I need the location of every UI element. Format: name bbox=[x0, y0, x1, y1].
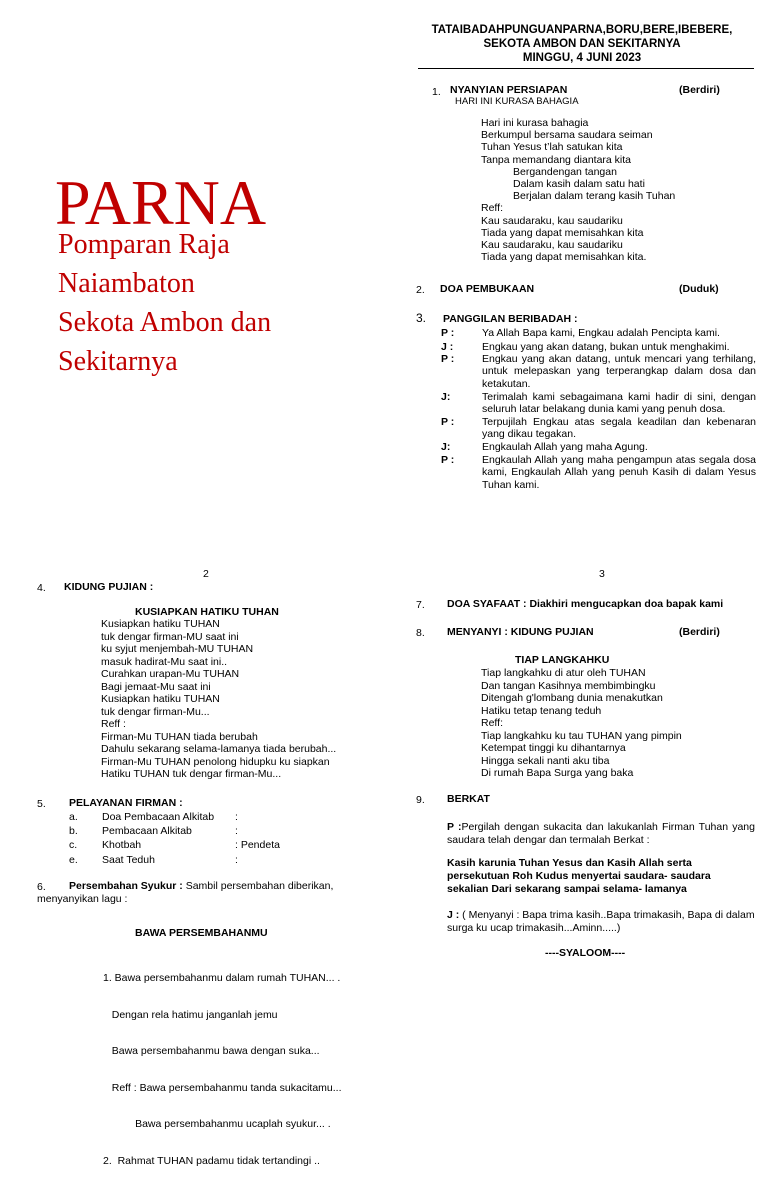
section-8-song-title: TIAP LANGKAHKU bbox=[515, 654, 610, 666]
lyric-line: 2. Rahmat TUHAN padamu tidak tertandingi .. bbox=[103, 1154, 320, 1167]
lyric-line: Berjalan dalam terang kasih Tuhan bbox=[513, 190, 676, 203]
congregation-text: ( Menyanyi : Bapa trima kasih..Bapa trimakasih, Bapa di dalam surga ku ucap trimakasih...Aminn.....) bbox=[447, 909, 755, 934]
lyric-line: Dahulu sekarang selama-lamanya tiada berubah... bbox=[101, 743, 337, 755]
section-6-title: Persembahan Syukur : bbox=[69, 880, 183, 892]
item-value: : bbox=[235, 854, 238, 866]
section-6-number: 6. bbox=[37, 881, 46, 893]
item-letter: e. bbox=[69, 854, 78, 866]
closing-syaloom: ----SYALOOM---- bbox=[545, 947, 626, 959]
pastor-label: P : bbox=[447, 821, 462, 833]
item-letter: a. bbox=[69, 811, 78, 823]
page-number-left: 2 bbox=[203, 568, 209, 580]
section-4-lyrics bbox=[101, 618, 336, 781]
liturgy-speaker: J : bbox=[441, 341, 454, 353]
section-2-note: (Duduk) bbox=[679, 283, 719, 295]
liturgy-text: Engkau yang akan datang, bukan untuk menghakimi. bbox=[482, 341, 730, 353]
lyric-line: Tiada yang dapat memisahkan kita bbox=[481, 226, 644, 239]
lyric-line: Kusiapkan hatiku TUHAN bbox=[101, 618, 220, 630]
page-number-right: 3 bbox=[599, 568, 605, 580]
section-9-congregation-text bbox=[447, 909, 755, 935]
section-5-title: PELAYANAN FIRMAN : bbox=[69, 797, 183, 809]
section-7-title: DOA SYAFAAT : Diakhiri mengucapkan doa bapak kami bbox=[447, 598, 724, 610]
cover-subtitle-2: Naiambaton bbox=[58, 268, 195, 299]
lyric-line: masuk hadirat-Mu saat ini.. bbox=[101, 655, 228, 668]
item-letter: b. bbox=[69, 825, 78, 837]
section-8-title: MENYANYI : KIDUNG PUJIAN bbox=[447, 626, 594, 638]
section-8-note: (Berdiri) bbox=[679, 626, 720, 638]
cover-subtitle-4: Sekitarnya bbox=[58, 346, 178, 377]
section-6-text-2: menyanyikan lagu : bbox=[37, 893, 128, 905]
lyric-line: Reff : Bawa persembahanmu tanda sukacitamu... bbox=[103, 1081, 342, 1094]
lyric-line: Hatiku TUHAN tuk dengar firman-Mu... bbox=[101, 768, 282, 780]
lyric-line: Hatiku tetap tenang teduh bbox=[481, 704, 602, 717]
lyric-line: Dalam kasih dalam satu hati bbox=[513, 177, 645, 190]
section-4-song-title: KUSIAPKAN HATIKU TUHAN bbox=[135, 606, 279, 618]
header-line-3: MINGGU, 4 JUNI 2023 bbox=[522, 52, 642, 64]
lyric-line: Kau saudaraku, kau saudariku bbox=[481, 238, 623, 251]
item-letter: c. bbox=[69, 839, 78, 851]
cover-title: PARNA bbox=[55, 167, 267, 238]
cover-subtitle-1: Pomparan Raja bbox=[58, 229, 230, 260]
liturgy-text: Engkaulah Allah yang maha Agung. bbox=[482, 441, 648, 453]
section-6-song-title: BAWA PERSEMBAHANMU bbox=[135, 927, 268, 939]
section-8-number: 8. bbox=[416, 627, 425, 639]
cover-subtitle-3: Sekota Ambon dan bbox=[58, 307, 272, 338]
lyric-line: Tuhan Yesus t’lah satukan kita bbox=[481, 141, 623, 154]
lyric-line: Firman-Mu TUHAN tiada berubah bbox=[101, 730, 258, 743]
liturgy-text: Terimalah kami sebagaimana kami hadir di sini, dengan seluruh latar belakang dunia kami yang penuh dosa. bbox=[482, 391, 756, 416]
item-label: Saat Teduh bbox=[102, 854, 155, 866]
liturgy-text: Terpujilah Engkau atas segala keadilan dan kebenaran yang dikau tegakan. bbox=[482, 416, 756, 441]
congregation-label: J : bbox=[447, 909, 460, 921]
section-9-number: 9. bbox=[416, 794, 425, 806]
lyric-line: Tiap langkahku ku tau TUHAN yang pimpin bbox=[481, 729, 682, 742]
lyric-line: Berkumpul bersama saudara seiman bbox=[481, 129, 653, 142]
item-label: Pembacaan Alkitab bbox=[102, 825, 192, 837]
item-value: : bbox=[235, 825, 238, 837]
lyric-line: Tanpa memandang diantara kita bbox=[481, 153, 632, 166]
section-1-lyrics bbox=[481, 117, 675, 263]
item-value: : bbox=[235, 811, 238, 823]
header-line-2: SEKOTA AMBON DAN SEKITARNYA bbox=[483, 38, 681, 50]
section-9-blessing: Kasih karunia Tuhan Yesus dan Kasih Allah serta persekutuan Roh Kudus menyertai saudara- saudara sekalian Dari sekarang sampai selama- lamanya bbox=[447, 857, 711, 895]
lyric-line: Reff: bbox=[481, 202, 503, 215]
section-9-pastor-text bbox=[447, 821, 755, 847]
section-2-number: 2. bbox=[416, 284, 425, 296]
item-label: Khotbah bbox=[102, 839, 142, 851]
section-9-title: BERKAT bbox=[447, 793, 490, 805]
liturgy-speaker: P : bbox=[441, 416, 455, 428]
liturgy-speaker: P : bbox=[441, 353, 455, 365]
lyric-line: Bergandengan tangan bbox=[513, 165, 617, 178]
lyric-line: ku syjut menjembah-MU TUHAN bbox=[101, 643, 254, 655]
header-divider bbox=[418, 68, 754, 69]
liturgy-text: Ya Allah Bapa kami, Engkau adalah Pencipta kami. bbox=[482, 327, 720, 339]
liturgy-speaker: P : bbox=[441, 327, 455, 339]
section-4-title: KIDUNG PUJIAN : bbox=[64, 581, 154, 593]
section-6-lyrics bbox=[103, 948, 342, 1179]
lyric-line: Dengan rela hatimu janganlah jemu bbox=[103, 1008, 278, 1021]
lyric-line: Tiada yang dapat memisahkan kita. bbox=[481, 251, 647, 264]
liturgy-speaker: J: bbox=[441, 441, 451, 453]
section-1-song-title: HARI INI KURASA BAHAGIA bbox=[455, 96, 579, 107]
liturgy-text: Engkau yang akan datang, untuk mencari yang terhilang, untuk melepaskan yang terperangkap dalam dosa dan ketakutan. bbox=[482, 353, 756, 390]
section-4-number: 4. bbox=[37, 582, 46, 594]
lyric-line: Curahkan urapan-Mu TUHAN bbox=[101, 668, 240, 680]
lyric-line: tuk dengar firman-MU saat ini bbox=[101, 630, 239, 643]
item-label: Doa Pembacaan Alkitab bbox=[102, 811, 215, 823]
liturgy-speaker: J: bbox=[441, 391, 451, 403]
lyric-line: Ditengah g'lombang dunia menakutkan bbox=[481, 692, 663, 704]
section-8-lyrics bbox=[481, 667, 682, 780]
section-6-text: Sambil persembahan diberikan, bbox=[182, 880, 334, 892]
section-1-number: 1. bbox=[432, 86, 441, 98]
lyric-line: Bagi jemaat-Mu saat ini bbox=[101, 680, 211, 693]
section-1-title: NYANYIAN PERSIAPAN bbox=[450, 84, 568, 96]
section-3-number: 3. bbox=[416, 311, 427, 325]
section-6-intro bbox=[69, 880, 333, 892]
lyric-line: Hingga sekali nanti aku tiba bbox=[481, 754, 610, 767]
section-2-title: DOA PEMBUKAAN bbox=[440, 283, 535, 295]
lyric-line: Reff: bbox=[481, 717, 503, 729]
lyric-line: Ketempat tinggi ku dihantarnya bbox=[481, 742, 626, 754]
lyric-line: Tiap langkahku di atur oleh TUHAN bbox=[481, 667, 646, 679]
cover-title-block bbox=[55, 167, 365, 377]
liturgy-text: Engkaulah Allah yang maha pengampun atas segala dosa kami, Engkaulah Allah yang penuh Kasih di dalam Yesus Tuhan kami. bbox=[482, 454, 756, 491]
lyric-line: Bawa persembahanmu bawa dengan suka... bbox=[103, 1045, 320, 1057]
lyric-line: tuk dengar firman-Mu... bbox=[101, 705, 210, 718]
section-1-note: (Berdiri) bbox=[679, 84, 720, 96]
lyric-line: Firman-Mu TUHAN penolong hidupku ku siapkan bbox=[101, 755, 330, 768]
lyric-line: Dan tangan Kasihnya membimbingku bbox=[481, 679, 656, 692]
lyric-line: Kusiapkan hatiku TUHAN bbox=[101, 693, 220, 705]
lyric-line: Bawa persembahanmu ucaplah syukur... . bbox=[103, 1118, 331, 1130]
liturgy-speaker: P : bbox=[441, 454, 455, 466]
lyric-line: Di rumah Bapa Surga yang baka bbox=[481, 767, 634, 779]
item-value: : Pendeta bbox=[235, 839, 280, 851]
lyric-line: 1. Bawa persembahanmu dalam rumah TUHAN... . bbox=[103, 972, 341, 984]
header-line-1: TATAIBADAHPUNGUANPARNA,BORU,BERE,IBEBERE, bbox=[431, 24, 733, 36]
section-3-title: PANGGILAN BERIBADAH : bbox=[443, 313, 578, 325]
section-7-number: 7. bbox=[416, 599, 425, 611]
pastor-text: Pergilah dengan sukacita dan lakukanlah Firman Tuhan yang saudara telah dengar dan termalah Berkat : bbox=[447, 821, 755, 846]
lyric-line: Reff : bbox=[101, 718, 126, 730]
section-5-number: 5. bbox=[37, 798, 46, 810]
lyric-line: Hari ini kurasa bahagia bbox=[481, 117, 589, 129]
lyric-line: Kau saudaraku, kau saudariku bbox=[481, 214, 623, 227]
